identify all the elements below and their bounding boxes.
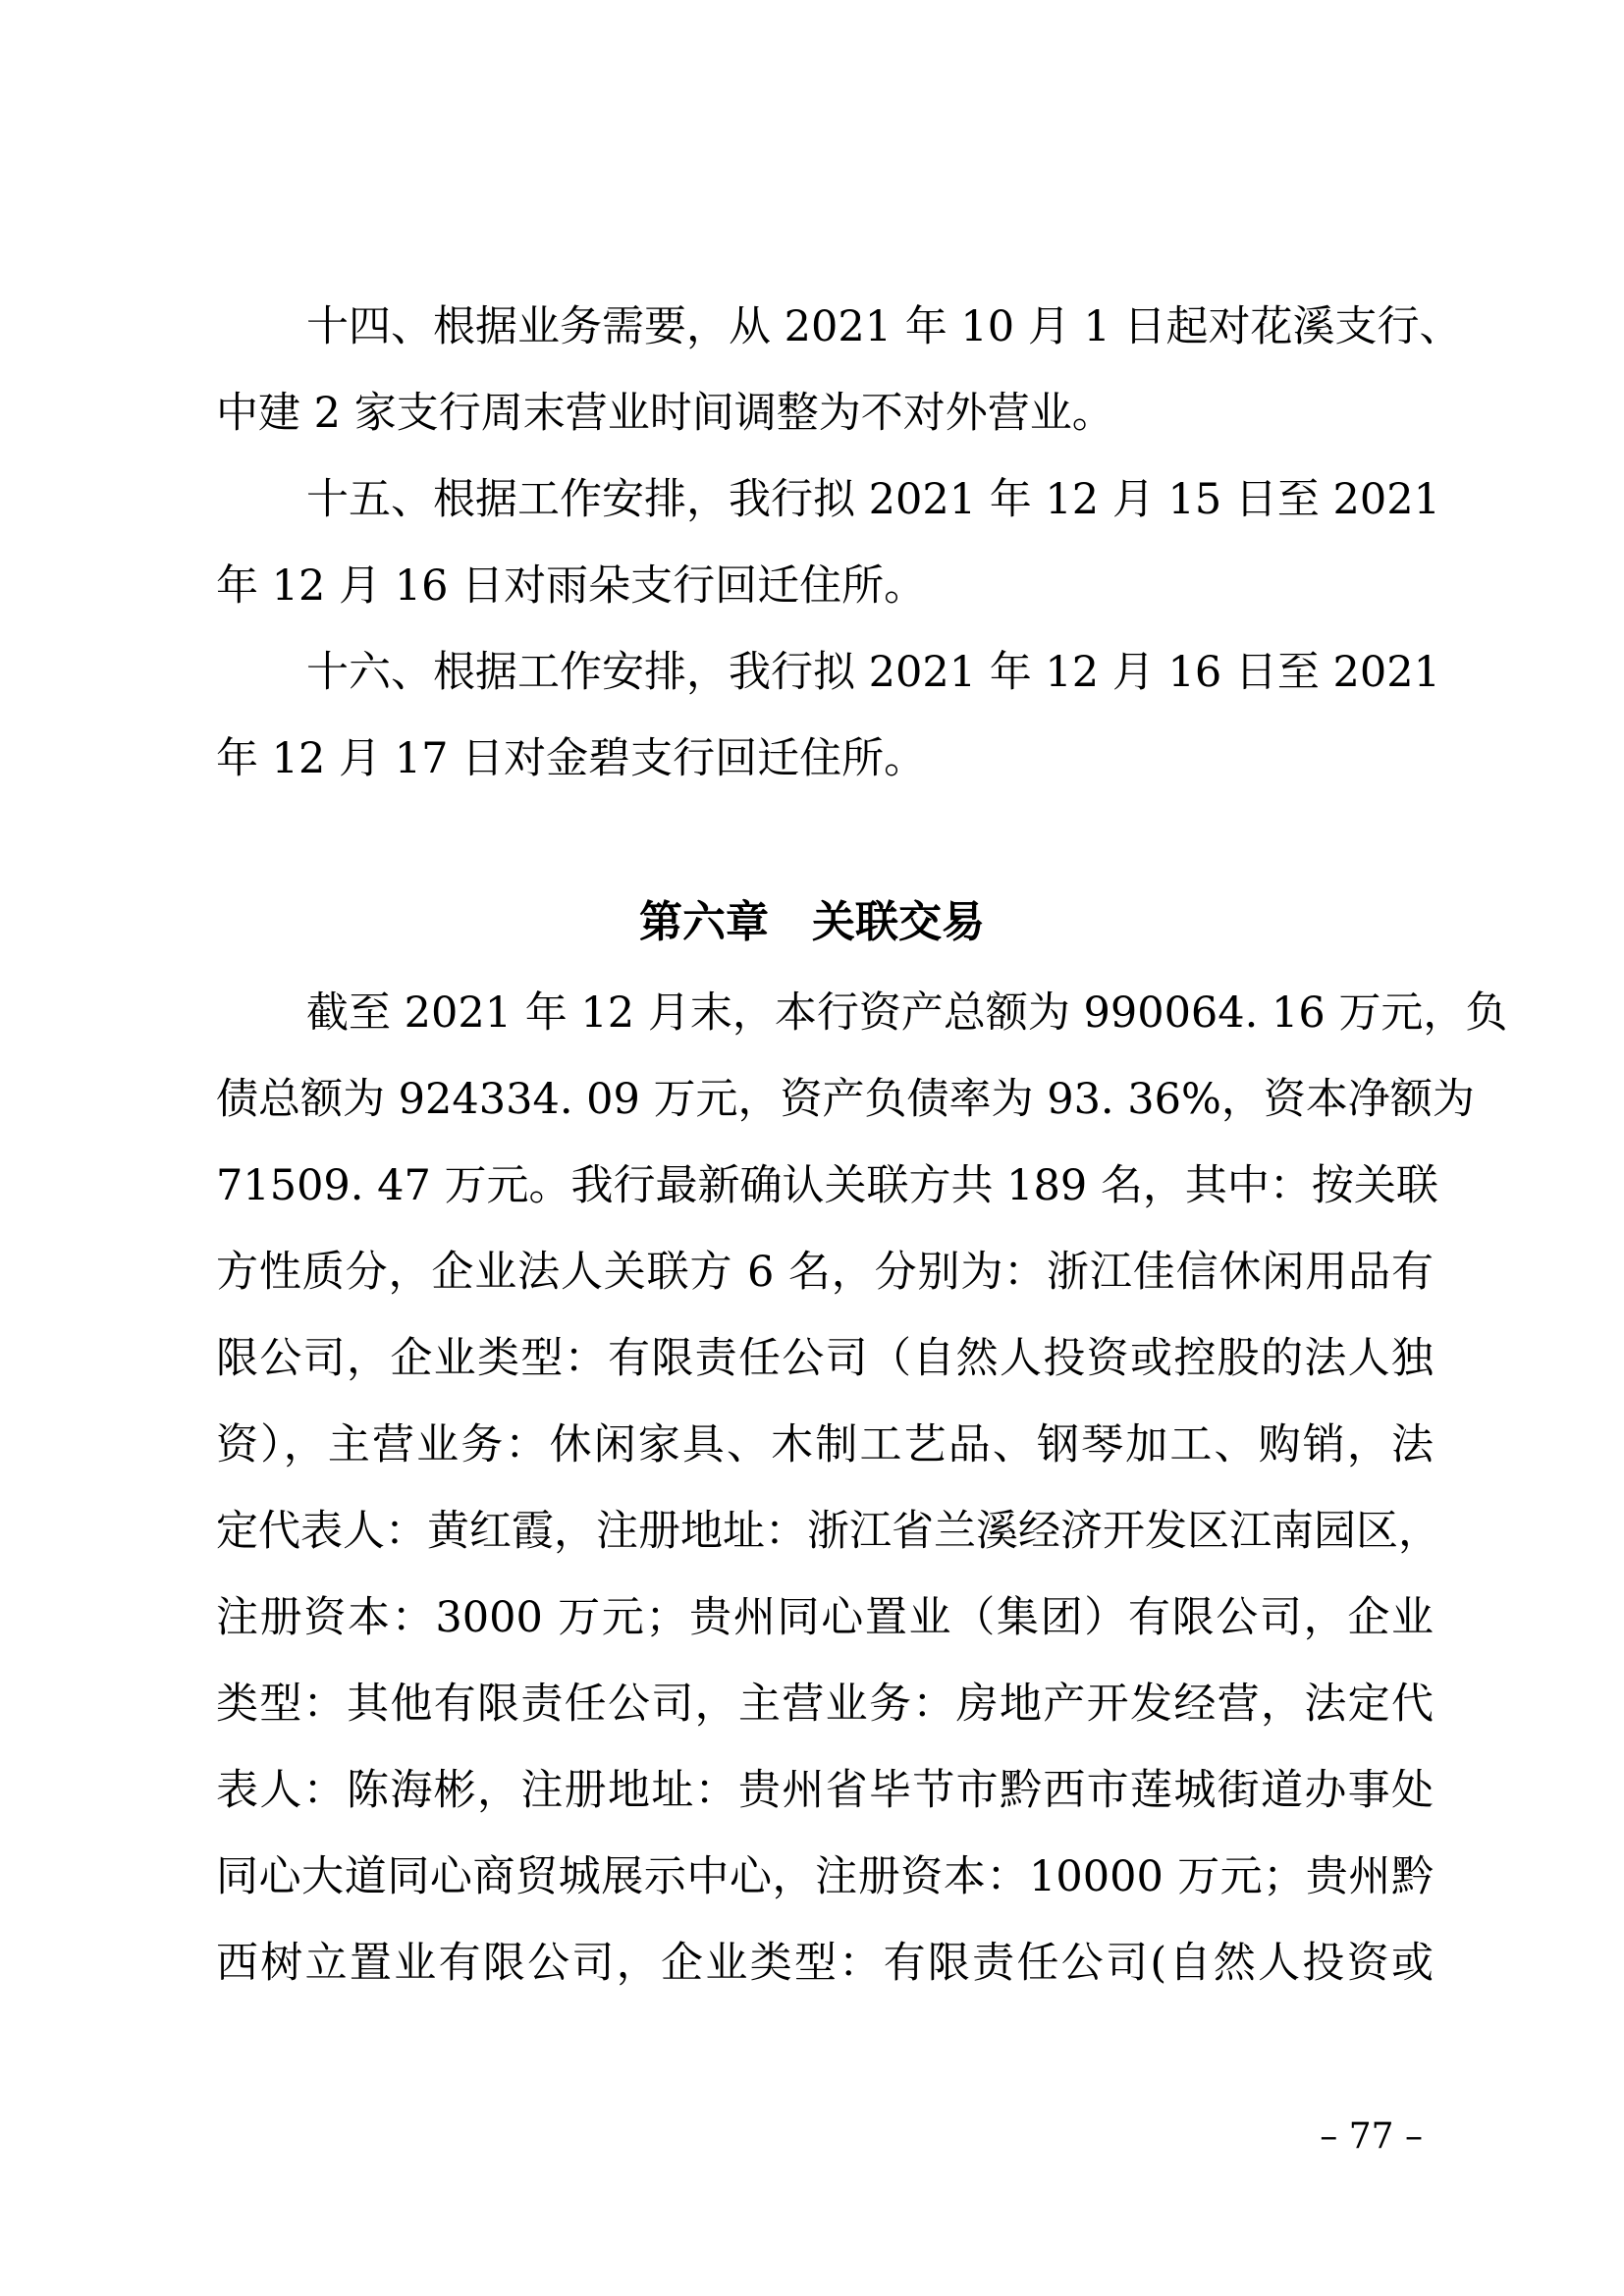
section-14-line-1: 十四、根据业务需要，从 2021 年 10 月 1 日起对花溪支行、 — [306, 302, 1462, 351]
related-line-6: 资），主营业务：休闲家具、木制工艺品、钢琴加工、购销，法 — [216, 1420, 1434, 1469]
related-line-5: 限公司，企业类型：有限责任公司（自然人投资或控股的法人独 — [216, 1334, 1434, 1383]
related-line-9: 类型：其他有限责任公司，主营业务：房地产开发经营，法定代 — [216, 1680, 1434, 1729]
related-line-11: 同心大道同心商贸城展示中心，注册资本：10000 万元；贵州黔 — [216, 1852, 1434, 1901]
section-14-line-2: 中建 2 家支行周末营业时间调整为不对外营业。 — [216, 389, 1114, 438]
page-number: – 77 – — [1320, 2116, 1423, 2157]
related-line-12: 西树立置业有限公司，企业类型：有限责任公司(自然人投资或 — [216, 1939, 1434, 1988]
related-line-1: 截至 2021 年 12 月末，本行资产总额为 990064. 16 万元，负 — [306, 988, 1508, 1038]
section-16-line-1: 十六、根据工作安排，我行拟 2021 年 12 月 16 日至 2021 — [306, 648, 1440, 697]
related-line-10: 表人：陈海彬，注册地址：贵州省毕节市黔西市莲城街道办事处 — [216, 1766, 1434, 1815]
related-line-8: 注册资本：3000 万元；贵州同心置业（集团）有限公司，企业 — [216, 1593, 1434, 1642]
section-15-line-1: 十五、根据工作安排，我行拟 2021 年 12 月 15 日至 2021 — [306, 475, 1440, 524]
related-line-4: 方性质分，企业法人关联方 6 名，分别为：浙江佳信休闲用品有 — [216, 1248, 1434, 1297]
section-16-line-2: 年 12 月 17 日对金碧支行回迁住所。 — [216, 734, 927, 783]
related-line-3: 71509. 47 万元。我行最新确认关联方共 189 名，其中：按关联 — [216, 1161, 1438, 1210]
section-15-line-2: 年 12 月 16 日对雨朵支行回迁住所。 — [216, 561, 927, 611]
chapter-title: 第六章 关联交易 — [639, 897, 985, 947]
related-line-2: 债总额为 924334. 09 万元，资产负债率为 93. 36%，资本净额为 — [216, 1075, 1475, 1124]
related-line-7: 定代表人：黄红霞，注册地址：浙江省兰溪经济开发区江南园区， — [216, 1507, 1440, 1556]
